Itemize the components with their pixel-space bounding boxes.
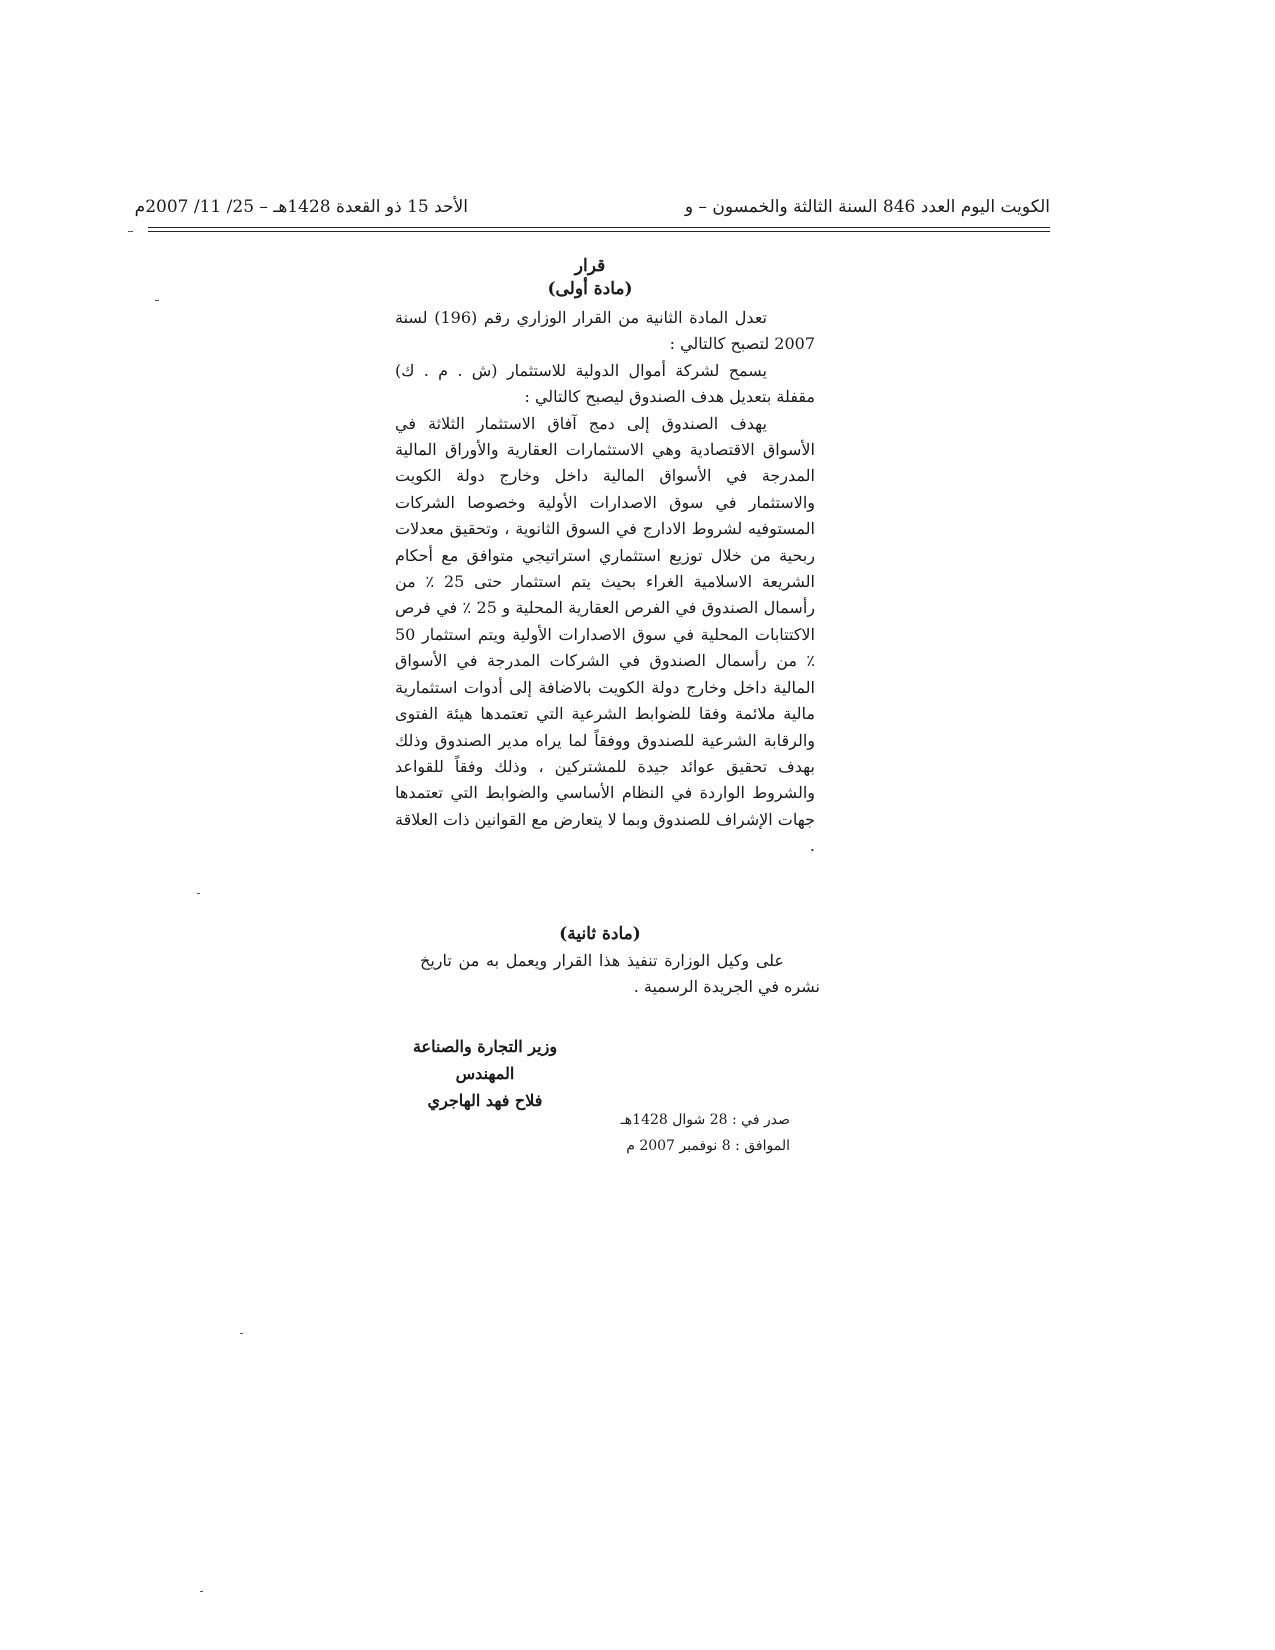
header-date: الأحد 15 ذو القعدة 1428هـ – 25/ 11/ 2007م bbox=[134, 197, 468, 217]
header-publication: الكويت اليوم العدد 846 السنة الثالثة والخمسون – و bbox=[684, 197, 1050, 217]
article2-body bbox=[420, 948, 820, 1000]
signature-position: وزير التجارة والصناعة bbox=[412, 1037, 558, 1056]
signature-honorific: المهندس bbox=[455, 1064, 515, 1083]
article1-paragraph: يسمح لشركة أموال الدولية للاستثمار (ش . م . ك) مقفلة بتعديل هدف الصندوق ليصبح كالتالي : bbox=[395, 360, 815, 407]
article1-title: (مادة أولى) bbox=[547, 279, 633, 299]
issue-date-hijri: صدر في : 28 شوال 1428هـ bbox=[620, 1112, 790, 1128]
header-rule-bottom bbox=[148, 231, 1050, 232]
issue-date-block bbox=[600, 1107, 790, 1159]
scan-speck bbox=[128, 231, 133, 232]
article1-paragraph: تعدل المادة الثانية من القرار الوزاري رقم (196) لسنة 2007 لتصبح كالتالي : bbox=[395, 308, 815, 354]
article1-paragraph: يهدف الصندوق إلى دمج آفاق الاستثمار الثلاثة في الأسواق الاقتصادية وهي الاستثمارات العقارية والأوراق المالية المدرجة في الأسواق المالية داخل وخارج دولة الكويت والاستثمار في سوق الاصدارات الأولية وخصوصا الشركات المستوفيه لشروط الادارج في السوق الثانوية ، وتحقيق معدلات ربحية من خلال توزيع استثماري استراتيجي متوافق مع أحكام الشريعة الاسلامية الغراء بحيث يتم استثمار حتى 25 ٪ من رأسمال الصندوق في الفرص العقارية المحلية و 25 ٪ في فرص الاكتتابات المحلية في سوق الاصدارات الأولية ويتم استثمار 50 ٪ من رأسمال الصندوق في الشركات المدرجة في الأسواق المالية داخل وخارج دولة الكويت بالاضافة إلى أدوات استثمارية مالية ملائمة وفقا للضوابط الشرعية التي تعتمدها هيئة الفتوى والرقابة الشرعية للصندوق ووفقاً لما يراه مدير الصندوق وذلك بهدف تحقيق عوائد جيدة للمشتركين ، وذلك وفقاً للقواعد والشروط الواردة في النظام الأساسي والضوابط التي تعتمدها جهات الإشراف للصندوق وبما لا يتعارض مع القوانين ذات العلاقة . bbox=[395, 413, 816, 856]
scan-speck bbox=[155, 300, 159, 301]
issue-date-gregorian: الموافق : 8 نوفمبر 2007 م bbox=[626, 1138, 790, 1154]
article2-paragraph: على وكيل الوزارة تنفيذ هذا القرار ويعمل به من تاريخ نشره في الجريدة الرسمية . bbox=[420, 951, 820, 996]
scan-speck bbox=[200, 1591, 203, 1592]
article1-body bbox=[395, 305, 815, 860]
signature-block bbox=[410, 1033, 560, 1114]
scan-speck bbox=[240, 1333, 243, 1334]
article2-title: (مادة ثانية) bbox=[559, 924, 641, 944]
signature-name: فلاح فهد الهاجري bbox=[427, 1091, 543, 1110]
header-rule-top bbox=[148, 227, 1050, 228]
scan-speck bbox=[197, 893, 200, 894]
decree-title: قرار bbox=[574, 256, 606, 276]
